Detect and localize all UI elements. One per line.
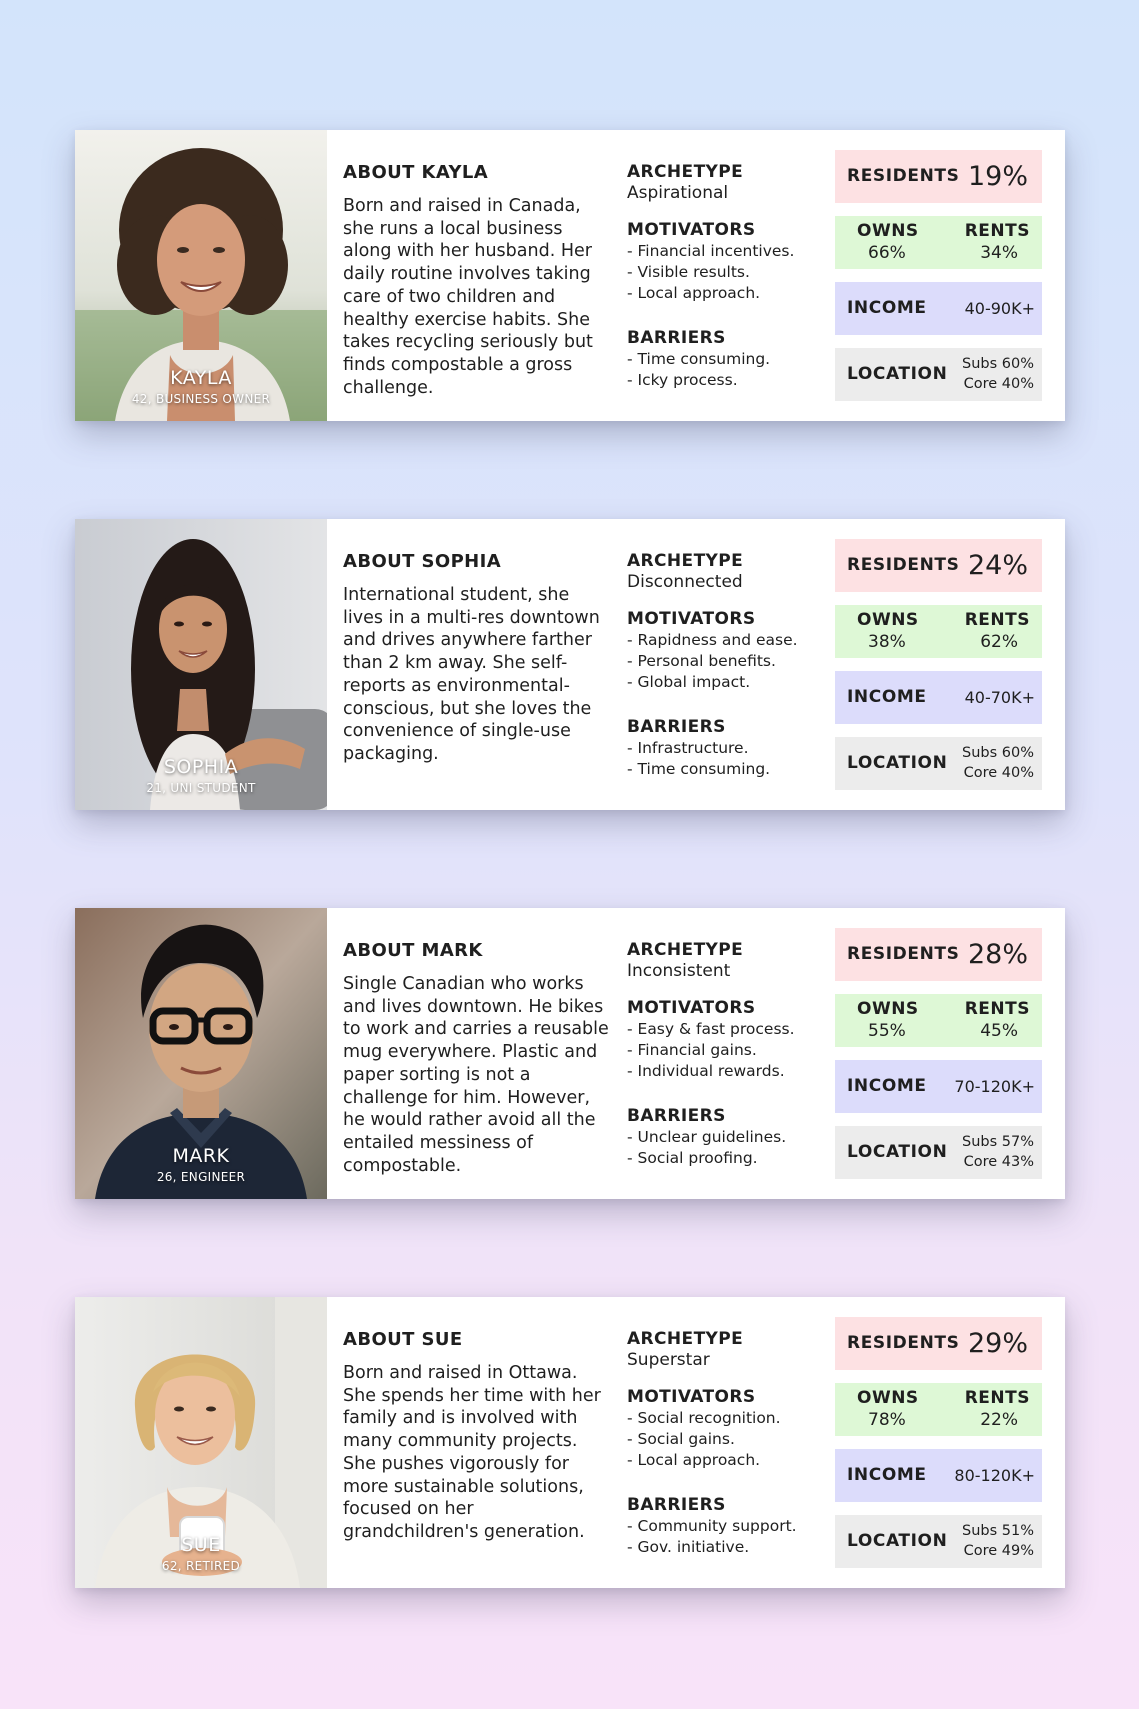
- about-text: Born and raised in Canada, she runs a local business along with her husband. Her daily routine involves taking care of two children and healthy exercise habits. She takes recycling seriously but finds compostable a gross challenge.: [343, 196, 593, 398]
- persona-card-kayla: [75, 130, 1065, 421]
- persona-card-mark: [75, 908, 1065, 1199]
- motivators-label: MOTIVATORS: [627, 998, 756, 1018]
- profile-details: [627, 940, 827, 1169]
- barrier-item: - Unclear guidelines.: [627, 1128, 787, 1146]
- owns-label: OWNS: [857, 221, 919, 241]
- motivator-item: - Financial incentives.: [627, 242, 795, 260]
- stats-panel: [835, 539, 1042, 803]
- residents-box: [835, 1317, 1042, 1370]
- motivator-item: - Personal benefits.: [627, 652, 776, 670]
- income-box: [835, 1060, 1042, 1113]
- archetype-value: Superstar: [627, 1350, 710, 1370]
- about-text: International student, she lives in a multi-res downtown and drives anywhere farther than 2 km away. She self-reports as environmental-conscious, but she loves the convenience of single-use packaging.: [343, 585, 600, 764]
- barriers-label: BARRIERS: [627, 1495, 726, 1515]
- residents-value: 19%: [967, 161, 1028, 192]
- owns-label: OWNS: [857, 999, 919, 1019]
- residents-label: RESIDENTS: [847, 555, 960, 575]
- rents-label: RENTS: [964, 1388, 1030, 1408]
- motivators-label: MOTIVATORS: [627, 1387, 756, 1407]
- persona-caption: 42, BUSINESS OWNER: [131, 392, 271, 406]
- income-label: INCOME: [847, 687, 927, 707]
- about-title: ABOUT SUE: [343, 1329, 463, 1350]
- barrier-item: - Social proofing.: [627, 1149, 758, 1167]
- about-text: Born and raised in Ottawa. She spends her time with her family and is involved with many community projects. She pushes vigorously for more sustainable solutions, focused on her grandchildren's generation.: [343, 1363, 601, 1542]
- income-box: [835, 1449, 1042, 1502]
- persona-caption: 21, UNI STUDENT: [146, 781, 256, 795]
- rents-label: RENTS: [964, 221, 1030, 241]
- income-value: 40-70K+: [964, 688, 1035, 707]
- location-box: [835, 1515, 1042, 1568]
- archetype-label: ARCHETYPE: [627, 1329, 744, 1349]
- location-core: Core 49%: [963, 1543, 1034, 1559]
- persona-name: KAYLA: [170, 367, 232, 389]
- owns-value: 55%: [868, 1021, 906, 1041]
- rents-label: RENTS: [964, 999, 1030, 1019]
- persona-caption: 26, ENGINEER: [156, 1170, 246, 1184]
- rents-label: RENTS: [964, 610, 1030, 630]
- archetype-label: ARCHETYPE: [627, 551, 744, 571]
- location-box: [835, 737, 1042, 790]
- archetype-label: ARCHETYPE: [627, 162, 744, 182]
- rents-value: 45%: [980, 1021, 1018, 1041]
- persona-name: MARK: [172, 1145, 230, 1167]
- rents-value: 62%: [980, 632, 1018, 652]
- stats-panel: [835, 150, 1042, 414]
- barrier-item: - Time consuming.: [627, 350, 771, 368]
- location-subs: Subs 60%: [962, 745, 1034, 761]
- residents-box: [835, 150, 1042, 203]
- persona-photo: [75, 519, 327, 810]
- about-title: ABOUT SOPHIA: [343, 551, 502, 572]
- persona-card-sue: [75, 1297, 1065, 1588]
- barrier-item: - Icky process.: [627, 371, 738, 389]
- motivator-item: - Global impact.: [627, 673, 751, 691]
- ownership-box: [835, 1383, 1042, 1436]
- about-title: ABOUT KAYLA: [343, 162, 489, 183]
- residents-box: [835, 928, 1042, 981]
- rents-value: 22%: [980, 1410, 1018, 1430]
- archetype-value: Aspirational: [627, 183, 729, 203]
- ownership-box: [835, 605, 1042, 658]
- location-box: [835, 348, 1042, 401]
- income-value: 70-120K+: [954, 1077, 1035, 1096]
- location-label: LOCATION: [847, 1142, 948, 1162]
- motivator-item: - Easy & fast process.: [627, 1020, 795, 1038]
- income-label: INCOME: [847, 1465, 927, 1485]
- barrier-item: - Gov. initiative.: [627, 1538, 750, 1556]
- residents-box: [835, 539, 1042, 592]
- persona-caption: 62, RETIRED: [161, 1559, 241, 1573]
- motivator-item: - Social gains.: [627, 1430, 735, 1448]
- persona-name: SOPHIA: [163, 756, 239, 778]
- archetype-value: Inconsistent: [627, 961, 731, 981]
- motivators-label: MOTIVATORS: [627, 220, 756, 240]
- motivator-item: - Visible results.: [627, 263, 750, 281]
- location-subs: Subs 51%: [962, 1523, 1034, 1539]
- owns-value: 38%: [868, 632, 906, 652]
- income-value: 40-90K+: [964, 299, 1035, 318]
- about-text: Single Canadian who works and lives downtown. He bikes to work and carries a reusable mug everywhere. Plastic and paper sorting is not a challenge for him. However, he would rather avoid all the entailed messiness of compostable.: [343, 974, 609, 1176]
- location-label: LOCATION: [847, 1531, 948, 1551]
- profile-details: [627, 1329, 827, 1558]
- about-section: [343, 940, 613, 1177]
- ownership-box: [835, 216, 1042, 269]
- residents-value: 28%: [967, 939, 1028, 970]
- rents-value: 34%: [980, 243, 1018, 263]
- stats-panel: [835, 928, 1042, 1192]
- owns-label: OWNS: [857, 1388, 919, 1408]
- income-value: 80-120K+: [954, 1466, 1035, 1485]
- location-subs: Subs 60%: [962, 356, 1034, 372]
- location-core: Core 40%: [963, 765, 1034, 781]
- motivator-item: - Social recognition.: [627, 1409, 781, 1427]
- barrier-item: - Community support.: [627, 1517, 797, 1535]
- income-label: INCOME: [847, 1076, 927, 1096]
- persona-photo: [75, 130, 327, 421]
- archetype-value: Disconnected: [627, 572, 743, 592]
- owns-value: 78%: [868, 1410, 906, 1430]
- archetype-label: ARCHETYPE: [627, 940, 744, 960]
- location-label: LOCATION: [847, 364, 948, 384]
- motivators-label: MOTIVATORS: [627, 609, 756, 629]
- barriers-label: BARRIERS: [627, 1106, 726, 1126]
- location-core: Core 40%: [963, 376, 1034, 392]
- residents-label: RESIDENTS: [847, 944, 960, 964]
- about-title: ABOUT MARK: [343, 940, 483, 961]
- persona-card-sophia: [75, 519, 1065, 810]
- income-box: [835, 282, 1042, 335]
- motivator-item: - Local approach.: [627, 284, 761, 302]
- location-core: Core 43%: [963, 1154, 1034, 1170]
- persona-photo: [75, 908, 327, 1199]
- barriers-label: BARRIERS: [627, 328, 726, 348]
- about-section: [343, 551, 613, 766]
- residents-value: 24%: [967, 550, 1028, 581]
- owns-value: 66%: [868, 243, 906, 263]
- location-subs: Subs 57%: [962, 1134, 1034, 1150]
- motivator-item: - Individual rewards.: [627, 1062, 785, 1080]
- income-box: [835, 671, 1042, 724]
- motivator-item: - Rapidness and ease.: [627, 631, 798, 649]
- barrier-item: - Time consuming.: [627, 760, 771, 778]
- residents-label: RESIDENTS: [847, 166, 960, 186]
- location-box: [835, 1126, 1042, 1179]
- barriers-label: BARRIERS: [627, 717, 726, 737]
- ownership-box: [835, 994, 1042, 1047]
- owns-label: OWNS: [857, 610, 919, 630]
- motivator-item: - Financial gains.: [627, 1041, 757, 1059]
- stats-panel: [835, 1317, 1042, 1581]
- residents-label: RESIDENTS: [847, 1333, 960, 1353]
- about-section: [343, 1329, 613, 1544]
- location-label: LOCATION: [847, 753, 948, 773]
- profile-details: [627, 551, 827, 780]
- residents-value: 29%: [967, 1328, 1028, 1359]
- about-section: [343, 162, 613, 399]
- profile-details: [627, 162, 827, 391]
- persona-name: SUE: [181, 1534, 221, 1556]
- barrier-item: - Infrastructure.: [627, 739, 749, 757]
- motivator-item: - Local approach.: [627, 1451, 761, 1469]
- income-label: INCOME: [847, 298, 927, 318]
- persona-photo: [75, 1297, 327, 1588]
